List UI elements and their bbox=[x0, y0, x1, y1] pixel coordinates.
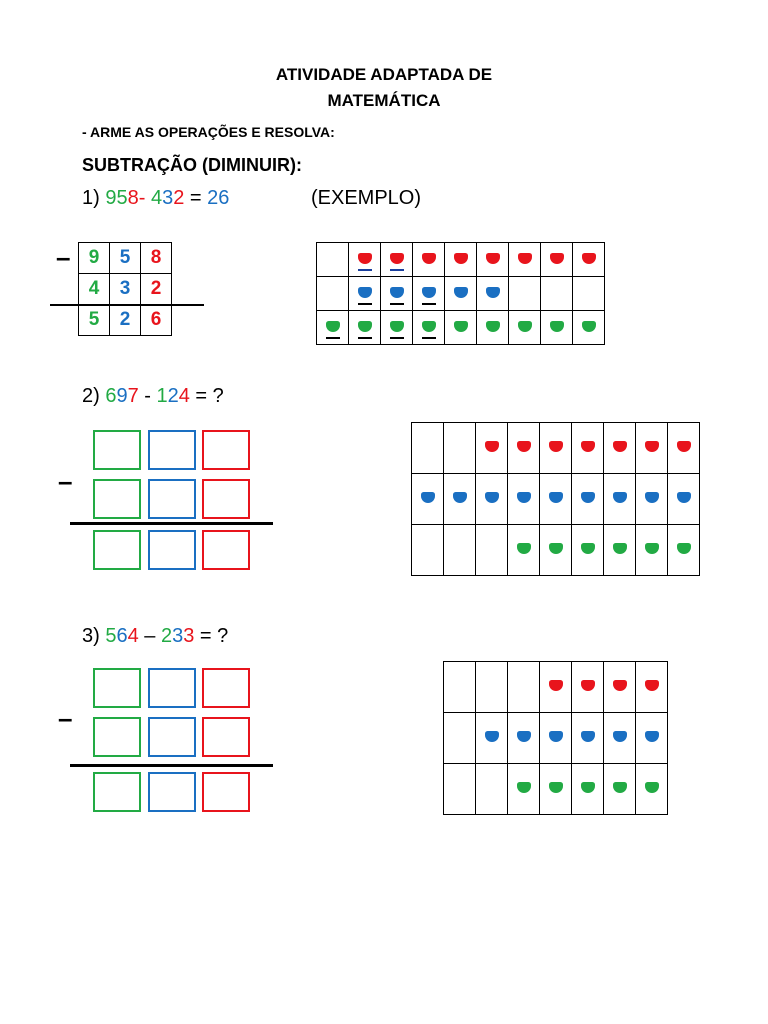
digit-cell: 6 bbox=[141, 305, 172, 336]
green-counter-icon bbox=[550, 321, 564, 332]
title-line-2: MATEMÁTICA bbox=[327, 91, 441, 110]
minus-sign: – bbox=[56, 242, 71, 272]
green-counter-icon bbox=[517, 543, 531, 554]
red-counter-icon bbox=[645, 441, 659, 452]
subtraction-line bbox=[70, 522, 273, 525]
blue-counter-icon bbox=[454, 287, 468, 298]
title-line-1: ATIVIDADE ADAPTADA DE bbox=[275, 65, 493, 84]
red-counter-icon bbox=[485, 441, 499, 452]
green-counter-icon bbox=[581, 782, 595, 793]
blue-counter-icon bbox=[549, 731, 563, 742]
green-counter-icon bbox=[581, 543, 595, 554]
digit-cell: 2 bbox=[110, 305, 141, 336]
green-counter-icon bbox=[549, 782, 563, 793]
section-heading: SUBTRAÇÃO (DIMINUIR): bbox=[82, 155, 302, 175]
green-counter-icon bbox=[422, 321, 436, 332]
problem-2-counting-grid bbox=[411, 422, 700, 576]
instruction: - ARME AS OPERAÇÕES E RESOLVA: bbox=[82, 124, 335, 140]
green-counter-icon bbox=[677, 543, 691, 554]
units-input-box[interactable] bbox=[202, 479, 250, 519]
units-answer-box[interactable] bbox=[202, 530, 250, 570]
green-counter-icon bbox=[390, 321, 404, 332]
red-counter-icon bbox=[390, 253, 404, 264]
blue-counter-icon bbox=[613, 492, 627, 503]
green-counter-icon bbox=[454, 321, 468, 332]
hundreds-input-box[interactable] bbox=[93, 668, 141, 708]
red-counter-icon bbox=[550, 253, 564, 264]
red-counter-icon bbox=[582, 253, 596, 264]
green-counter-icon bbox=[486, 321, 500, 332]
blue-counter-icon bbox=[485, 731, 499, 742]
red-counter-icon bbox=[454, 253, 468, 264]
blue-counter-icon bbox=[581, 492, 595, 503]
blue-counter-icon bbox=[485, 492, 499, 503]
blue-counter-icon bbox=[645, 731, 659, 742]
green-counter-icon bbox=[549, 543, 563, 554]
hundreds-answer-box[interactable] bbox=[93, 772, 141, 812]
green-counter-icon bbox=[645, 543, 659, 554]
units-input-box[interactable] bbox=[202, 717, 250, 757]
blue-counter-icon bbox=[613, 731, 627, 742]
red-counter-icon bbox=[358, 253, 372, 264]
red-counter-icon bbox=[517, 441, 531, 452]
blue-counter-icon bbox=[517, 492, 531, 503]
tens-input-box[interactable] bbox=[148, 668, 196, 708]
hundreds-input-box[interactable] bbox=[93, 479, 141, 519]
blue-counter-icon bbox=[390, 287, 404, 298]
tens-input-box[interactable] bbox=[148, 479, 196, 519]
red-counter-icon bbox=[549, 680, 563, 691]
green-counter-icon bbox=[517, 782, 531, 793]
hundreds-input-box[interactable] bbox=[93, 717, 141, 757]
example-equation: 1) 958- 432 = 26 bbox=[82, 187, 230, 209]
green-counter-icon bbox=[582, 321, 596, 332]
red-counter-icon bbox=[486, 253, 500, 264]
red-counter-icon bbox=[645, 680, 659, 691]
blue-counter-icon bbox=[581, 731, 595, 742]
digit-cell: 9 bbox=[79, 243, 110, 274]
red-counter-icon bbox=[518, 253, 532, 264]
green-counter-icon bbox=[326, 321, 340, 332]
tens-answer-box[interactable] bbox=[148, 530, 196, 570]
hundreds-input-box[interactable] bbox=[93, 430, 141, 470]
red-counter-icon bbox=[613, 680, 627, 691]
green-counter-icon bbox=[645, 782, 659, 793]
blue-counter-icon bbox=[453, 492, 467, 503]
blue-counter-icon bbox=[358, 287, 372, 298]
example-note: (EXEMPLO) bbox=[311, 187, 422, 209]
digit-cell: 3 bbox=[110, 274, 141, 305]
units-input-box[interactable] bbox=[202, 430, 250, 470]
red-counter-icon bbox=[581, 680, 595, 691]
red-counter-icon bbox=[422, 253, 436, 264]
minus-sign: – bbox=[58, 466, 73, 496]
red-counter-icon bbox=[549, 441, 563, 452]
red-counter-icon bbox=[581, 441, 595, 452]
units-input-box[interactable] bbox=[202, 668, 250, 708]
problem-3-counting-grid bbox=[443, 661, 668, 815]
blue-counter-icon bbox=[421, 492, 435, 503]
red-counter-icon bbox=[613, 441, 627, 452]
page-title bbox=[0, 62, 768, 114]
blue-counter-icon bbox=[549, 492, 563, 503]
blue-counter-icon bbox=[422, 287, 436, 298]
units-answer-box[interactable] bbox=[202, 772, 250, 812]
green-counter-icon bbox=[613, 543, 627, 554]
hundreds-answer-box[interactable] bbox=[93, 530, 141, 570]
blue-counter-icon bbox=[486, 287, 500, 298]
subtraction-line bbox=[50, 304, 204, 306]
digit-cell: 5 bbox=[110, 243, 141, 274]
minus-sign: – bbox=[58, 703, 73, 733]
digit-cell: 4 bbox=[79, 274, 110, 305]
tens-input-box[interactable] bbox=[148, 717, 196, 757]
green-counter-icon bbox=[358, 321, 372, 332]
subtraction-line bbox=[70, 764, 273, 767]
digit-cell: 8 bbox=[141, 243, 172, 274]
tens-input-box[interactable] bbox=[148, 430, 196, 470]
problem-3-equation: 3) 564 – 233 = ? bbox=[82, 625, 229, 647]
problem-2-equation: 2) 697 - 124 = ? bbox=[82, 385, 224, 407]
blue-counter-icon bbox=[677, 492, 691, 503]
blue-counter-icon bbox=[645, 492, 659, 503]
red-counter-icon bbox=[677, 441, 691, 452]
blue-counter-icon bbox=[517, 731, 531, 742]
tens-answer-box[interactable] bbox=[148, 772, 196, 812]
digit-cell: 5 bbox=[79, 305, 110, 336]
digit-cell: 2 bbox=[141, 274, 172, 305]
example-counting-grid bbox=[316, 242, 605, 345]
green-counter-icon bbox=[518, 321, 532, 332]
green-counter-icon bbox=[613, 782, 627, 793]
example-column-grid bbox=[78, 242, 172, 336]
